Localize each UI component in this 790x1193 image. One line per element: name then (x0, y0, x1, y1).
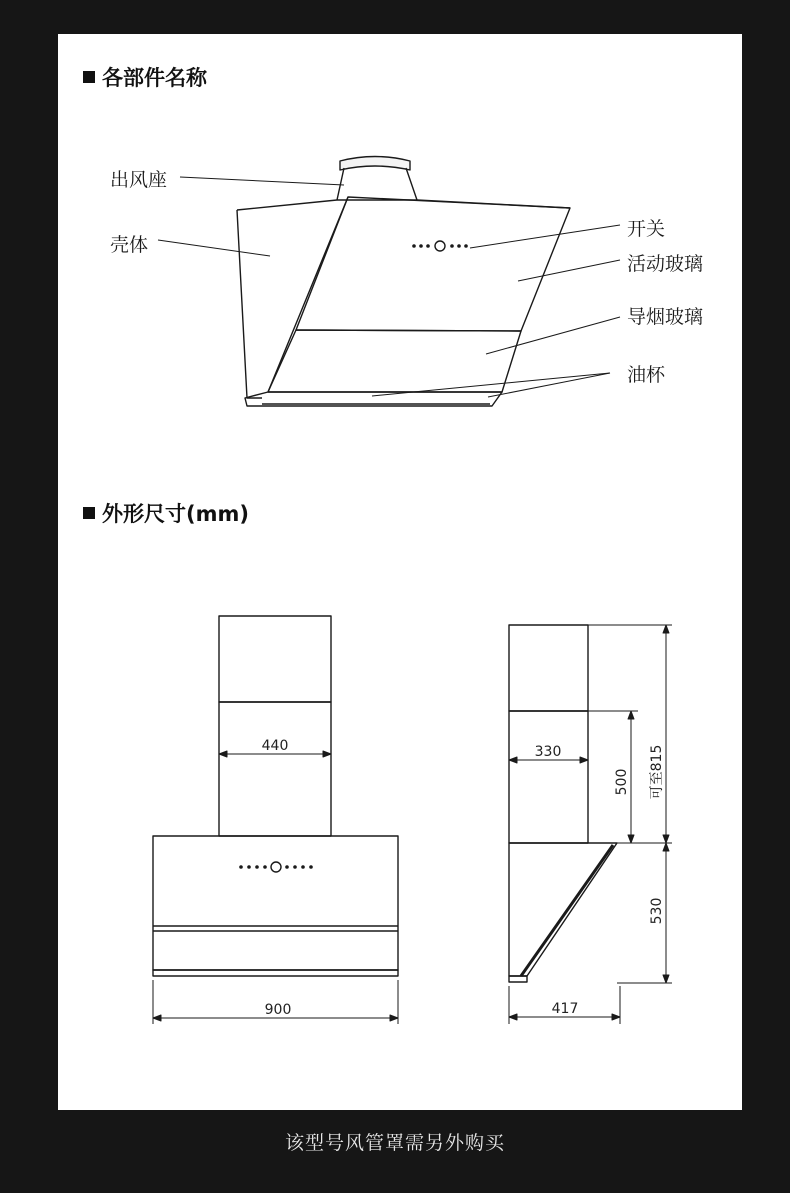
label-outlet: 出风座 (110, 169, 168, 191)
label-oil-cup: 油杯 (627, 364, 666, 386)
side-view-drawing (509, 625, 672, 1024)
label-guide-glass: 导烟玻璃 (627, 306, 704, 328)
dim-duct-max: 可至815 (649, 744, 665, 800)
footer-note: 该型号风管罩需另外购买 (284, 1132, 505, 1154)
dim-duct-width: 440 (261, 738, 289, 754)
label-movable-glass: 活动玻璃 (627, 253, 704, 275)
perspective-hood-drawing (158, 157, 620, 407)
parts-section-title: 各部件名称 (83, 62, 207, 92)
label-shell: 壳体 (110, 234, 149, 256)
dim-duct-height: 500 (614, 768, 630, 796)
dim-body-height: 530 (649, 897, 665, 925)
dim-side-depth: 417 (551, 1001, 579, 1017)
dim-front-width: 900 (264, 1002, 292, 1018)
dims-section-title: 外形尺寸(mm) (83, 498, 249, 528)
front-view-drawing (153, 616, 398, 1024)
dim-duct-depth: 330 (534, 744, 562, 760)
label-switch: 开关 (627, 218, 666, 240)
